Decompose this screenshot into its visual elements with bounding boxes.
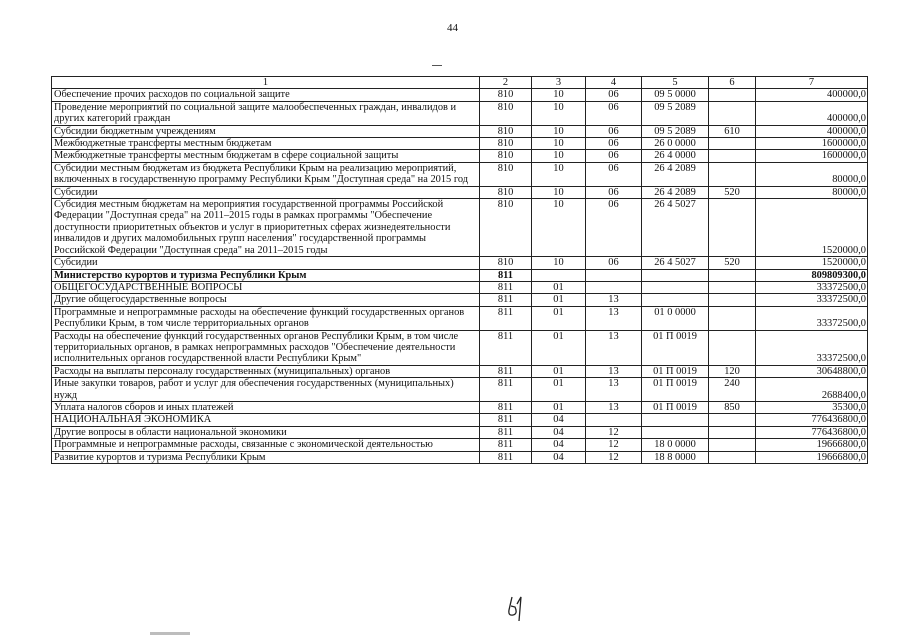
cell-pr: 13 bbox=[586, 306, 642, 330]
budget-table bbox=[51, 76, 868, 464]
cell-ved: 810 bbox=[480, 101, 532, 125]
cell-rz: 01 bbox=[532, 281, 586, 293]
table-row bbox=[52, 186, 868, 198]
table-row bbox=[52, 89, 868, 101]
cell-sum: 809809300,0 bbox=[756, 269, 868, 281]
cell-rz: 04 bbox=[532, 414, 586, 426]
cell-csr: 09 5 2089 bbox=[642, 125, 709, 137]
cell-vr bbox=[709, 439, 756, 451]
col-header-name: 1 bbox=[52, 77, 480, 89]
cell-name: Уплата налогов сборов и иных платежей bbox=[52, 401, 480, 413]
cell-ved: 811 bbox=[480, 401, 532, 413]
table-row bbox=[52, 162, 868, 186]
table-row bbox=[52, 426, 868, 438]
cell-pr: 06 bbox=[586, 150, 642, 162]
cell-csr: 18 0 0000 bbox=[642, 439, 709, 451]
cell-pr: 13 bbox=[586, 330, 642, 365]
cell-pr: 06 bbox=[586, 138, 642, 150]
cell-csr bbox=[642, 426, 709, 438]
col-header-target: 5 bbox=[642, 77, 709, 89]
cell-rz: 10 bbox=[532, 89, 586, 101]
cell-vr: 520 bbox=[709, 257, 756, 269]
table-row bbox=[52, 199, 868, 257]
table-row bbox=[52, 439, 868, 451]
cell-csr: 01 П 0019 bbox=[642, 401, 709, 413]
cell-pr: 06 bbox=[586, 186, 642, 198]
cell-name: Другие вопросы в области национальной экономики bbox=[52, 426, 480, 438]
cell-vr bbox=[709, 306, 756, 330]
cell-name: Субсидии местным бюджетам из бюджета Республики Крым на реализацию мероприятий, включенных в государственную программу Республики Крым "Доступная среда" на 2015 год bbox=[52, 162, 480, 186]
cell-csr bbox=[642, 269, 709, 281]
cell-pr bbox=[586, 281, 642, 293]
table-row bbox=[52, 269, 868, 281]
cell-sum: 1520000,0 bbox=[756, 257, 868, 269]
cell-vr bbox=[709, 451, 756, 463]
col-header-subsection: 4 bbox=[586, 77, 642, 89]
cell-sum: 80000,0 bbox=[756, 186, 868, 198]
cell-rz: 04 bbox=[532, 451, 586, 463]
cell-pr: 13 bbox=[586, 401, 642, 413]
cell-csr bbox=[642, 414, 709, 426]
cell-name: Межбюджетные трансферты местным бюджетам bbox=[52, 138, 480, 150]
table-row bbox=[52, 257, 868, 269]
table-row bbox=[52, 401, 868, 413]
cell-sum: 1520000,0 bbox=[756, 199, 868, 257]
cell-ved: 811 bbox=[480, 414, 532, 426]
cell-vr: 850 bbox=[709, 401, 756, 413]
cell-name: Программные и непрограммные расходы, связанные с экономической деятельностью bbox=[52, 439, 480, 451]
cell-vr bbox=[709, 199, 756, 257]
cell-vr bbox=[709, 281, 756, 293]
cell-vr bbox=[709, 138, 756, 150]
scan-artifact bbox=[150, 632, 190, 635]
cell-vr: 520 bbox=[709, 186, 756, 198]
cell-name: Субсидии бюджетным учреждениям bbox=[52, 125, 480, 137]
cell-rz: 10 bbox=[532, 257, 586, 269]
cell-rz: 01 bbox=[532, 306, 586, 330]
scan-smudge bbox=[432, 65, 442, 66]
cell-sum: 400000,0 bbox=[756, 101, 868, 125]
cell-pr bbox=[586, 414, 642, 426]
cell-ved: 811 bbox=[480, 306, 532, 330]
cell-ved: 811 bbox=[480, 365, 532, 377]
cell-ved: 810 bbox=[480, 89, 532, 101]
table-row bbox=[52, 294, 868, 306]
cell-csr: 26 4 5027 bbox=[642, 257, 709, 269]
cell-pr: 13 bbox=[586, 365, 642, 377]
cell-pr: 06 bbox=[586, 257, 642, 269]
cell-rz: 10 bbox=[532, 199, 586, 257]
cell-name: Иные закупки товаров, работ и услуг для обеспечения государственных (муниципальных) нужд bbox=[52, 378, 480, 402]
col-header-ved: 2 bbox=[480, 77, 532, 89]
header-row bbox=[52, 77, 868, 89]
cell-ved: 810 bbox=[480, 150, 532, 162]
cell-vr bbox=[709, 330, 756, 365]
cell-sum: 80000,0 bbox=[756, 162, 868, 186]
col-header-section: 3 bbox=[532, 77, 586, 89]
cell-rz: 10 bbox=[532, 150, 586, 162]
cell-name: Развитие курортов и туризма Республики Крым bbox=[52, 451, 480, 463]
cell-sum: 400000,0 bbox=[756, 89, 868, 101]
cell-sum: 776436800,0 bbox=[756, 426, 868, 438]
cell-sum: 19666800,0 bbox=[756, 439, 868, 451]
cell-sum: 400000,0 bbox=[756, 125, 868, 137]
col-header-amount: 7 bbox=[756, 77, 868, 89]
cell-vr bbox=[709, 414, 756, 426]
cell-csr: 01 0 0000 bbox=[642, 306, 709, 330]
cell-rz: 01 bbox=[532, 401, 586, 413]
table-row bbox=[52, 330, 868, 365]
cell-rz: 01 bbox=[532, 378, 586, 402]
cell-sum: 30648800,0 bbox=[756, 365, 868, 377]
cell-rz: 01 bbox=[532, 330, 586, 365]
cell-vr: 120 bbox=[709, 365, 756, 377]
cell-sum: 1600000,0 bbox=[756, 150, 868, 162]
cell-ved: 811 bbox=[480, 330, 532, 365]
table-row bbox=[52, 378, 868, 402]
table-row bbox=[52, 138, 868, 150]
cell-csr: 01 П 0019 bbox=[642, 365, 709, 377]
cell-name: Другие общегосударственные вопросы bbox=[52, 294, 480, 306]
cell-csr bbox=[642, 294, 709, 306]
cell-ved: 811 bbox=[480, 426, 532, 438]
cell-pr: 12 bbox=[586, 451, 642, 463]
cell-pr: 12 bbox=[586, 426, 642, 438]
cell-rz: 10 bbox=[532, 125, 586, 137]
cell-csr bbox=[642, 281, 709, 293]
cell-ved: 811 bbox=[480, 451, 532, 463]
cell-vr bbox=[709, 269, 756, 281]
cell-ved: 810 bbox=[480, 257, 532, 269]
cell-vr bbox=[709, 294, 756, 306]
cell-sum: 33372500,0 bbox=[756, 281, 868, 293]
cell-sum: 776436800,0 bbox=[756, 414, 868, 426]
cell-csr: 01 П 0019 bbox=[642, 378, 709, 402]
table-row bbox=[52, 365, 868, 377]
cell-ved: 810 bbox=[480, 162, 532, 186]
cell-pr: 06 bbox=[586, 125, 642, 137]
cell-sum: 1600000,0 bbox=[756, 138, 868, 150]
cell-csr: 26 0 0000 bbox=[642, 138, 709, 150]
cell-csr: 26 4 2089 bbox=[642, 162, 709, 186]
cell-pr: 13 bbox=[586, 294, 642, 306]
cell-name: Проведение мероприятий по социальной защите малообеспеченных граждан, инвалидов и других категорий граждан bbox=[52, 101, 480, 125]
cell-rz: 10 bbox=[532, 101, 586, 125]
cell-csr: 26 4 5027 bbox=[642, 199, 709, 257]
cell-name: Субсидии bbox=[52, 257, 480, 269]
cell-rz: 01 bbox=[532, 365, 586, 377]
cell-name: Субсидия местным бюджетам на мероприятия государственной программы Российской Федерации "Доступная среда" на 2011–2015 годы в рамках программы "Обеспечение доступности приоритетных объектов и услуг в приоритетных сферах жизнедеятельности инвалидов и других маломобильных групп населения" государственной программы Российской Федерации "Доступная среда" на 2011–2015 годы bbox=[52, 199, 480, 257]
cell-name: Программные и непрограммные расходы на обеспечение функций государственных органов Республики Крым, в том числе территориальных органов bbox=[52, 306, 480, 330]
cell-vr bbox=[709, 162, 756, 186]
cell-sum: 33372500,0 bbox=[756, 294, 868, 306]
cell-rz: 10 bbox=[532, 186, 586, 198]
col-header-expense-type: 6 bbox=[709, 77, 756, 89]
cell-sum: 2688400,0 bbox=[756, 378, 868, 402]
cell-ved: 810 bbox=[480, 138, 532, 150]
table-row bbox=[52, 414, 868, 426]
cell-ved: 811 bbox=[480, 439, 532, 451]
cell-vr bbox=[709, 101, 756, 125]
cell-pr: 06 bbox=[586, 101, 642, 125]
table-row bbox=[52, 101, 868, 125]
handwritten-page-mark bbox=[504, 594, 526, 624]
cell-pr: 13 bbox=[586, 378, 642, 402]
cell-csr: 18 8 0000 bbox=[642, 451, 709, 463]
cell-ved: 810 bbox=[480, 199, 532, 257]
cell-sum: 35300,0 bbox=[756, 401, 868, 413]
cell-vr: 240 bbox=[709, 378, 756, 402]
cell-csr: 26 4 2089 bbox=[642, 186, 709, 198]
cell-rz bbox=[532, 269, 586, 281]
cell-name: НАЦИОНАЛЬНАЯ ЭКОНОМИКА bbox=[52, 414, 480, 426]
cell-vr bbox=[709, 89, 756, 101]
cell-csr: 09 5 0000 bbox=[642, 89, 709, 101]
cell-ved: 811 bbox=[480, 378, 532, 402]
cell-name: Расходы на обеспечение функций государственных органов Республики Крым, в том числе территориальных органов, в рамках непрограммных расходов "Обеспечение деятельности исполнительных органов государственной власти Республики Крым" bbox=[52, 330, 480, 365]
cell-rz: 01 bbox=[532, 294, 586, 306]
cell-rz: 10 bbox=[532, 138, 586, 150]
table-row bbox=[52, 125, 868, 137]
cell-rz: 04 bbox=[532, 439, 586, 451]
cell-pr bbox=[586, 269, 642, 281]
cell-ved: 811 bbox=[480, 281, 532, 293]
cell-name: Министерство курортов и туризма Республики Крым bbox=[52, 269, 480, 281]
cell-vr bbox=[709, 426, 756, 438]
cell-ved: 811 bbox=[480, 294, 532, 306]
cell-name: Обеспечение прочих расходов по социальной защите bbox=[52, 89, 480, 101]
table-row bbox=[52, 306, 868, 330]
cell-pr: 06 bbox=[586, 162, 642, 186]
cell-ved: 811 bbox=[480, 269, 532, 281]
cell-name: Расходы на выплаты персоналу государственных (муниципальных) органов bbox=[52, 365, 480, 377]
cell-csr: 01 П 0019 bbox=[642, 330, 709, 365]
cell-pr: 06 bbox=[586, 89, 642, 101]
cell-pr: 06 bbox=[586, 199, 642, 257]
cell-rz: 10 bbox=[532, 162, 586, 186]
cell-csr: 09 5 2089 bbox=[642, 101, 709, 125]
table-row bbox=[52, 150, 868, 162]
cell-pr: 12 bbox=[586, 439, 642, 451]
cell-name: ОБЩЕГОСУДАРСТВЕННЫЕ ВОПРОСЫ bbox=[52, 281, 480, 293]
cell-sum: 33372500,0 bbox=[756, 330, 868, 365]
table-row bbox=[52, 281, 868, 293]
page-number: 44 bbox=[447, 22, 458, 34]
table-row bbox=[52, 451, 868, 463]
cell-vr bbox=[709, 150, 756, 162]
cell-ved: 810 bbox=[480, 186, 532, 198]
cell-sum: 33372500,0 bbox=[756, 306, 868, 330]
cell-rz: 04 bbox=[532, 426, 586, 438]
cell-name: Межбюджетные трансферты местным бюджетам в сфере социальной защиты bbox=[52, 150, 480, 162]
cell-name: Субсидии bbox=[52, 186, 480, 198]
cell-sum: 19666800,0 bbox=[756, 451, 868, 463]
cell-vr: 610 bbox=[709, 125, 756, 137]
table-body bbox=[52, 77, 868, 464]
cell-csr: 26 4 0000 bbox=[642, 150, 709, 162]
cell-ved: 810 bbox=[480, 125, 532, 137]
